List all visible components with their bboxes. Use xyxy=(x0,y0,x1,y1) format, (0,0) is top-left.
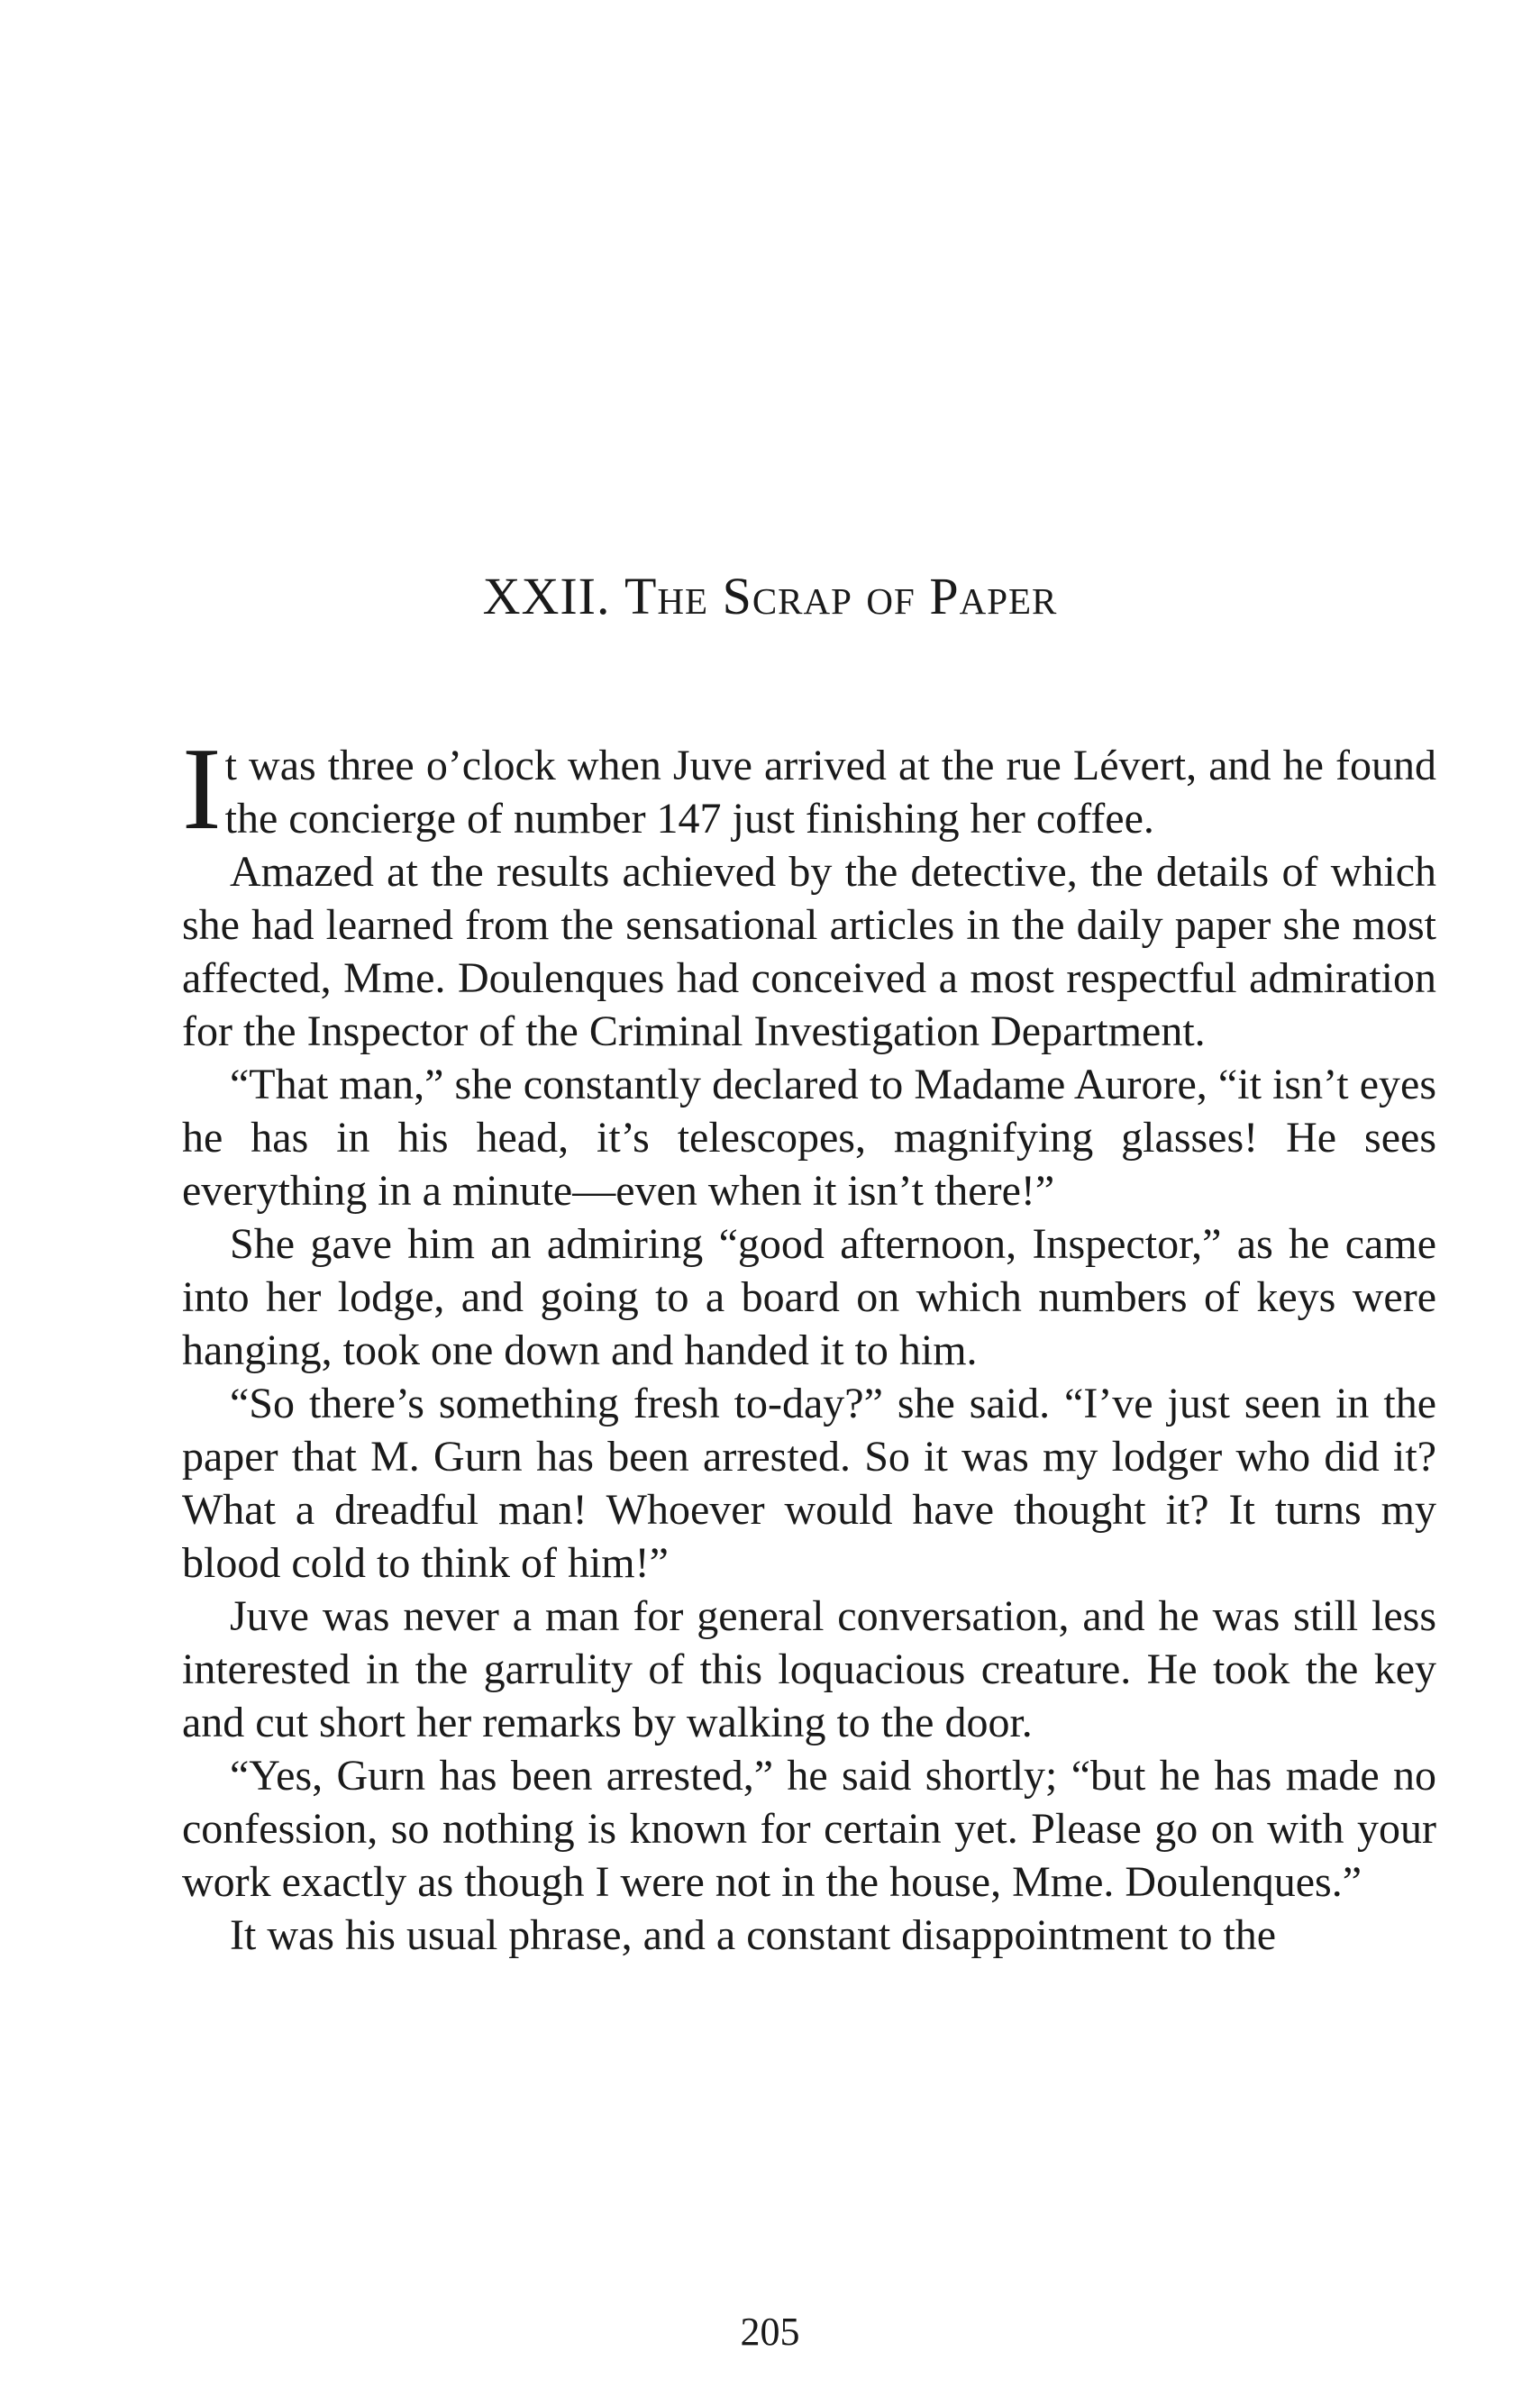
paragraph: Amazed at the results achieved by the detective, the details of which she had learned from the sensational articles in the daily paper she most affected, Mme. Doulenques had conceived a most respectful admiration for the Inspector of the Criminal Investigation Department. xyxy=(182,848,1436,1055)
paragraph: “So there’s something fresh to-day?” she said. “I’ve just seen in the paper that M. Gurn has been arrested. So it was my lodger who did it? What a dreadful man! Whoever would have thought it? It turns my blood cold to think of him!” xyxy=(182,1380,1436,1587)
body-text xyxy=(182,724,1436,1962)
paragraph-text: t was three o’clock when Juve arrived at the rue Lévert, and he found the concierge of number 147 just finishing her coffee. xyxy=(224,742,1436,843)
drop-cap: I xyxy=(182,724,222,854)
paragraph: Juve was never a man for general conversation, and he was still less interested in the garrulity of this loquacious creature. He took the key and cut short her remarks by walking to the door. xyxy=(182,1592,1436,1746)
paragraph: It was his usual phrase, and a constant disappointment to the xyxy=(230,1911,1277,1959)
paragraph: “Yes, Gurn has been arrested,” he said shortly; “but he has made no confession, so nothing is known for certain yet. Please go on with your work exactly as though I were not in the house, Mme. Doulenques.” xyxy=(182,1752,1436,1906)
paragraph: “That man,” she constantly declared to Madame Aurore, “it isn’t eyes he has in his head, it’s telescopes, magnifying glasses! He sees everything in a minute—even when it isn’t there!” xyxy=(182,1061,1436,1215)
page-number: 205 xyxy=(740,2310,800,2354)
paragraph xyxy=(182,724,1436,854)
chapter-heading xyxy=(0,566,1540,626)
chapter-title: The Scrap of Paper xyxy=(624,567,1058,625)
chapter-number: XXII. xyxy=(482,567,611,625)
paragraph: She gave him an admiring “good afternoon, Inspector,” as he came into her lodge, and going to a board on which numbers of keys were hanging, took one down and handed it to him. xyxy=(182,1220,1436,1374)
